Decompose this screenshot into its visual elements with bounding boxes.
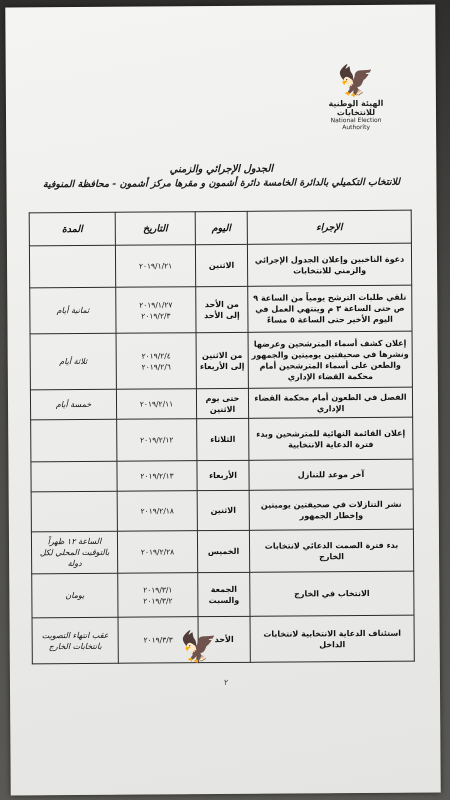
cell-procedure: الانتخاب في الخارج [250, 571, 414, 616]
header-procedure: الإجراء [247, 210, 411, 244]
cell-date: ٢٠١٩/٣/٣ [118, 617, 198, 664]
logo-name-english: National Election Authority [330, 116, 382, 132]
document-subtitle: للانتخاب التكميلي بالدائرة الخامسة دائرة أشمون و مقرها مركز أشمون - محافظة المنوفية [42, 176, 401, 191]
cell-duration: عقب انتهاء التصويت بانتخابات الخارج [32, 617, 118, 664]
document-title: الجدول الإجرائي والزمني [169, 163, 274, 176]
table-row [31, 459, 413, 492]
cell-duration: يومان [32, 573, 118, 618]
logo-name-arabic: الهيئة الوطنية للانتخابات [328, 98, 384, 118]
table-row [30, 387, 412, 420]
page-number: ٢ [223, 677, 229, 687]
cell-duration: الساعة ١٢ ظهراً بالتوقيت المحلي لكل دولة [31, 531, 117, 574]
cell-day: الاثنين [197, 490, 249, 530]
eagle-emblem-icon: 🦅 [336, 63, 375, 100]
table-row [30, 331, 412, 390]
header-date: التاريخ [115, 212, 195, 246]
cell-day: من الاثنين إلى الأربعاء [196, 332, 248, 388]
table-row [32, 571, 414, 618]
authority-logo [316, 65, 396, 132]
cell-procedure: آخر موعد للتنازل [249, 459, 413, 490]
cell-date: ٢٠١٩/١/٢٧ ٢٠١٩/٢/٣ [116, 287, 196, 334]
table-row [31, 417, 413, 462]
cell-day: الاثنين [195, 244, 247, 286]
cell-day: من الأحد إلى الأحد [196, 286, 248, 332]
cell-day: حتى يوم الاثنين [196, 388, 248, 418]
cell-date: ٢٠١٩/٢/١٢ [117, 419, 197, 462]
cell-procedure: تلقي طلبات الترشح يومياً من الساعة ٩ ص حتى الساعة ٣ م وينتهي العمل في اليوم الأخير حتى الساعة ٥ مساءً [248, 285, 412, 332]
cell-duration [31, 461, 117, 492]
cell-duration: ثمانية أيام [30, 287, 116, 334]
cell-procedure: نشر التنازلات في صحيفتين يوميتين وإخطار الجمهور [249, 489, 413, 530]
cell-procedure: إعلان كشف أسماء المترشحين وعرضها ونشرها في صحيفتين يوميتين والجمهور والطعن على أسماء المترشحين أمام محكمة القضاء الإداري [248, 331, 412, 388]
header-duration: المدة [29, 212, 115, 246]
cell-day: الأربعاء [197, 460, 249, 490]
cell-date: ٢٠١٩/٢/١٣ [117, 461, 197, 492]
schedule-table [29, 210, 415, 665]
cell-date: ٢٠١٩/٢/١٨ [117, 491, 197, 532]
cell-day: الأحد [198, 616, 250, 662]
cell-date: ٢٠١٩/٢/٤ ٢٠١٩/٢/٦ [116, 333, 196, 390]
table-row [30, 285, 412, 334]
cell-duration [29, 245, 115, 288]
cell-procedure: الفصل في الطعون أمام محكمة القضاء الإداري [248, 387, 412, 418]
cell-date: ٢٠١٩/٢/٢٨ [117, 531, 197, 574]
cell-day: الخميس [197, 530, 249, 572]
document-page [5, 5, 440, 796]
cell-procedure: بدء فترة الصمت الدعائي لانتخابات الخارج [249, 529, 413, 572]
cell-duration: ثلاثة أيام [30, 333, 116, 390]
cell-date: ٢٠١٩/٢/١١ [116, 389, 196, 420]
cell-day: الثلاثاء [197, 418, 249, 460]
cell-date: ٢٠١٩/٣/١ ٢٠١٩/٣/٢ [118, 573, 198, 618]
document-titles [26, 163, 416, 191]
cell-day: الجمعة والسبت [198, 572, 250, 616]
table-row [29, 243, 411, 288]
cell-duration: خمسة أيام [30, 389, 116, 420]
header-day: اليوم [195, 211, 247, 244]
cell-procedure: دعوة الناخبين وإعلان الجدول الإجرائي والزمني للانتخابات [247, 243, 411, 286]
cell-duration [31, 419, 117, 462]
cell-procedure: استئناف الدعاية الانتخابية لانتخابات الداخل [250, 615, 414, 662]
cell-procedure: إعلان القائمة النهائية للمترشحين وبدء فترة الدعاية الانتخابية [249, 417, 413, 460]
cell-duration [31, 491, 117, 532]
cell-date: ٢٠١٩/١/٢١ [115, 245, 195, 288]
table-row [31, 489, 413, 532]
eagle-seal-stamp-icon: 🦅 [179, 630, 218, 666]
table-header-row [29, 210, 411, 246]
table-row [31, 529, 413, 574]
